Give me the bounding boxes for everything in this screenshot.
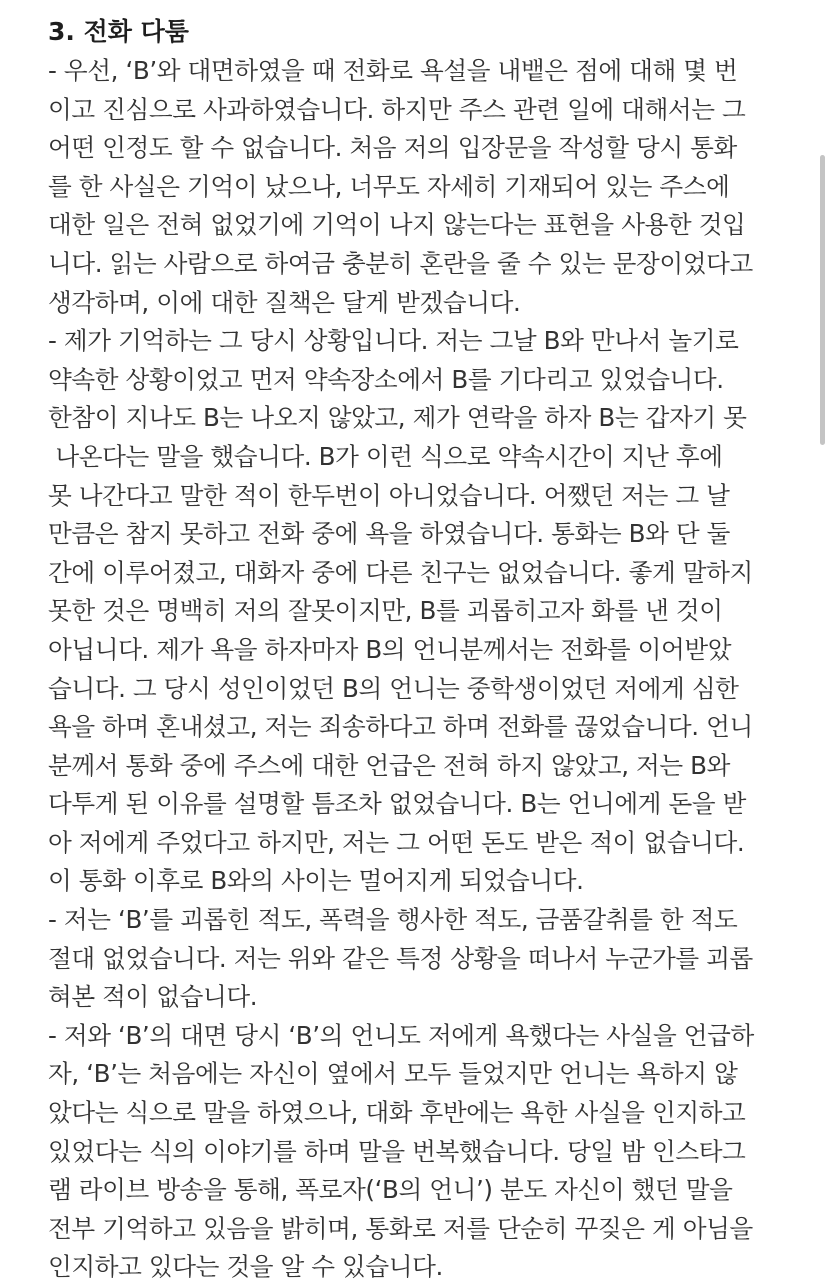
document-body xyxy=(48,12,808,1287)
text-line: 욕을 하며 혼내셨고, 저는 죄송하다고 하며 전화를 끊었습니다. 언니 xyxy=(48,712,753,742)
text-line: 있었다는 식의 이야기를 하며 말을 번복했습니다. 당일 밤 인스타그 xyxy=(48,1136,746,1166)
text-line: 이 통화 이후로 B와의 사이는 멀어지게 되었습니다. xyxy=(48,866,584,896)
text-line: 이고 진심으로 사과하였습니다. 하지만 주스 관련 일에 대해서는 그 xyxy=(48,94,746,124)
text-line: 약속한 상황이었고 먼저 약속장소에서 B를 기다리고 있었습니다. xyxy=(48,364,724,394)
text-line: 램 라이브 방송을 통해, 폭로자(‘B의 언니’) 분도 자신이 했던 말을 xyxy=(48,1175,733,1205)
text-line: 자, ‘B’는 처음에는 자신이 옆에서 모두 들었지만 언니는 욕하지 않 xyxy=(48,1059,738,1089)
text-line: 를 한 사실은 기억이 났으나, 너무도 자세히 기재되어 있는 주스에 xyxy=(48,171,730,201)
text-line: 간에 이루어졌고, 대화자 중에 다른 친구는 없었습니다. 좋게 말하지 xyxy=(48,557,753,587)
text-line: 아닙니다. 제가 욕을 하자마자 B의 언니분께서는 전화를 이어받았 xyxy=(48,634,732,664)
text-line: 인지하고 있다는 것을 알 수 있습니다. xyxy=(48,1252,443,1282)
text-line: - 제가 기억하는 그 당시 상황입니다. 저는 그날 B와 만나서 놀기로 xyxy=(48,326,739,356)
text-line: - 저는 ‘B’를 괴롭힌 적도, 폭력을 행사한 적도, 금품갈취를 한 적도 xyxy=(48,905,738,935)
text-line: 아 저에게 주었다고 하지만, 저는 그 어떤 돈도 받은 적이 없습니다. xyxy=(48,827,745,857)
text-line: 어떤 인정도 할 수 없습니다. 처음 저의 입장문을 작성할 당시 통화 xyxy=(48,133,737,163)
text-line: 습니다. 그 당시 성인이었던 B의 언니는 중학생이었던 저에게 심한 xyxy=(48,673,739,703)
text-line: 다투게 된 이유를 설명할 틈조차 없었습니다. B는 언니에게 돈을 받 xyxy=(48,789,746,819)
paragraph-block xyxy=(48,52,808,1287)
text-line: 았다는 식으로 말을 하였으나, 대화 후반에는 욕한 사실을 인지하고 xyxy=(48,1098,746,1128)
text-line: 니다. 읽는 사람으로 하여금 충분히 혼란을 줄 수 있는 문장이었다고 xyxy=(48,248,753,278)
section-title: 3. 전화 다툼 xyxy=(48,17,189,46)
text-line: 나온다는 말을 했습니다. B가 이런 식으로 약속시간이 지난 후에 xyxy=(48,441,723,471)
text-line: 전부 기억하고 있음을 밝히며, 통화로 저를 단순히 꾸짖은 게 아님을 xyxy=(48,1213,753,1243)
text-line: 못한 것은 명백히 저의 잘못이지만, B를 괴롭히고자 화를 낸 것이 xyxy=(48,596,723,626)
text-line: 못 나간다고 말한 적이 한두번이 아니었습니다. 어쨌던 저는 그 날 xyxy=(48,480,730,510)
text-line: 분께서 통화 중에 주스에 대한 언급은 전혀 하지 않았고, 저는 B와 xyxy=(48,750,731,780)
text-line: 한참이 지나도 B는 나오지 않았고, 제가 연락을 하자 B는 갑자기 못 xyxy=(48,403,747,433)
text-line: 혀본 적이 없습니다. xyxy=(48,982,258,1012)
text-line: 만큼은 참지 못하고 전화 중에 욕을 하였습니다. 통화는 B와 단 둘 xyxy=(48,519,731,549)
text-line: - 우선, ‘B’와 대면하였을 때 전화로 욕설을 내뱉은 점에 대해 몇 번 xyxy=(48,56,738,85)
text-line: 대한 일은 전혀 없었기에 기억이 나지 않는다는 표현을 사용한 것입 xyxy=(48,210,746,240)
scrollbar-thumb[interactable] xyxy=(820,155,825,445)
text-line: - 저와 ‘B’의 대면 당시 ‘B’의 언니도 저에게 욕했다는 사실을 언급하 xyxy=(48,1020,754,1050)
text-line: 생각하며, 이에 대한 질책은 달게 받겠습니다. xyxy=(48,287,521,317)
text-line: 절대 없었습니다. 저는 위와 같은 특정 상황을 떠나서 누군가를 괴롭 xyxy=(48,943,753,973)
